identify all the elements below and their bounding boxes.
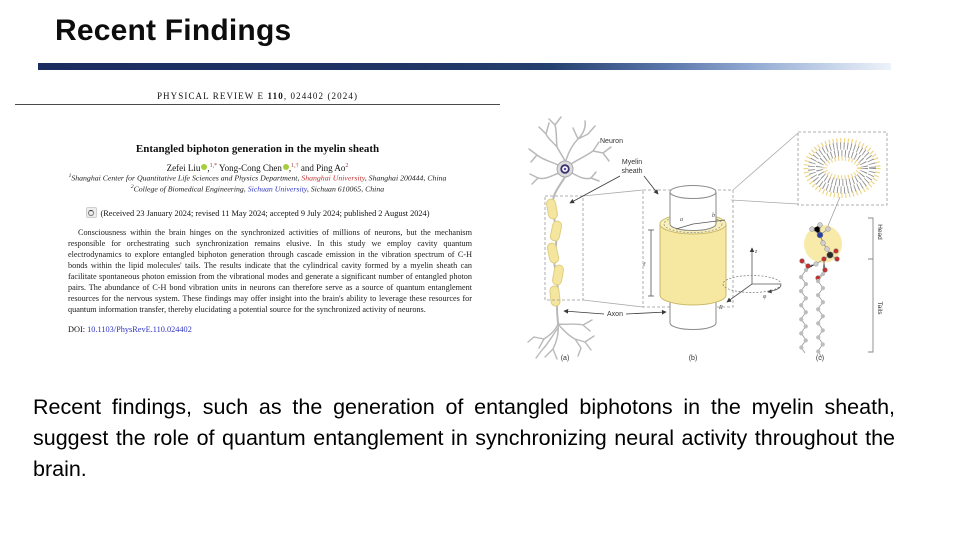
myelin-cylinder-diagram: [564, 159, 733, 362]
head-tails-bracket: [868, 218, 873, 352]
affiliation-superscript: 2: [130, 183, 134, 190]
figure-panel: [520, 112, 940, 367]
paper-affiliation: [15, 173, 500, 184]
journal-rest: , 024402 (2024): [283, 91, 359, 101]
zoom-connectors-bc: [731, 133, 798, 204]
panel-label-c: (c): [815, 355, 825, 362]
doi-link[interactable]: 10.1103/PhysRevE.110.024402: [87, 324, 192, 334]
journal-rule: [15, 104, 500, 105]
label-radius-a: a: [680, 217, 683, 223]
body-paragraph: Recent findings, such as the generation of entangled biphotons in the myelin sheath, suggest the role of quantum entanglement in synchronizing neural activity throughout the brain.: [33, 395, 895, 481]
paper-abstract: Consciousness within the brain hinges on the synchronized activities of millions of neurons, but the mechanism responsible for orchestrating such synchronization remains elusive. In this study we employ cavity quantum electrodynamics to explore entangled biphoton generation through cascade emission in the vibration spectrum of C-H bonds within the lipid molecules' tails. The results indicate that the cylindrical cavity formed by a myelin sheath can facilitate spontaneous photon emission from the vibrational modes and generate a significant number of entangled photon pairs. The abundance of C-H bond vibration units in neurons can therefore serve as a source of quantum entanglement resources for the nervous system. These findings may offer insight into the brain's ability to leverage these resources for quantum information transfer, thereby elucidating a potential source for the synchronized activity of neurons.: [68, 228, 472, 314]
doi-label: DOI:: [68, 324, 86, 334]
myelin-segments: [546, 198, 564, 306]
label-head: Head: [876, 224, 883, 240]
label-axon: Axon: [607, 311, 623, 318]
affiliation-text: , Shanghai 200444, China: [364, 173, 447, 183]
author-superscript: 2: [345, 163, 349, 169]
nitrogen-atom: [817, 232, 823, 238]
affiliation-text: Shanghai Center for Quantitative Life Sciences and Physics Department,: [71, 173, 302, 183]
nucleolus: [564, 168, 567, 171]
label-axis-phi: φ: [763, 294, 767, 300]
myelin-cylinder: [660, 224, 726, 305]
neuron-illustration: [528, 117, 623, 362]
affiliation-link[interactable]: Sichuan University: [247, 184, 307, 194]
title-underline-bar: [38, 63, 891, 70]
label-neuron: Neuron: [600, 138, 623, 145]
affiliation-text: College of Biomedical Engineering,: [133, 184, 248, 194]
lipid-ring: [806, 141, 878, 196]
dimension-l: [648, 230, 654, 296]
axon-cylinder-top-face: [670, 186, 716, 199]
journal-header: [15, 85, 500, 101]
label-axis-r: R: [719, 305, 723, 311]
paper-doi: [68, 325, 500, 334]
axon-terminals: [528, 320, 594, 359]
paper-affiliation: [15, 184, 500, 195]
panel-label-b: (b): [688, 355, 698, 362]
paper-authors: [15, 163, 500, 173]
paper-title: Entangled biphoton generation in the myelin sheath: [135, 143, 380, 155]
journal-name: PHYSICAL REVIEW E: [156, 91, 268, 101]
panel-label-a: (a): [560, 355, 570, 362]
page-title: Recent Findings: [55, 14, 292, 47]
author-name: Yong-Cong Chen: [219, 163, 282, 173]
author-superscript: 1,†: [291, 163, 299, 169]
check-for-updates-icon: [86, 207, 97, 218]
author-separator: ,: [288, 163, 292, 173]
lipid-membrane-panel: [798, 132, 887, 362]
paper-page: [15, 85, 500, 334]
author-name: Zefei Liu: [166, 163, 201, 173]
coordinate-axes: [718, 248, 781, 311]
affiliation-link[interactable]: Shanghai University: [301, 173, 365, 183]
affiliation-superscript: 1: [68, 173, 72, 179]
received-text: (Received 23 January 2024; revised 11 May 2024; accepted 9 July 2024; published 2 August 2024): [100, 209, 430, 219]
author-name: and Ping Ao: [300, 163, 346, 173]
label-tails: Tails: [876, 301, 883, 315]
label-radius-b: b: [712, 213, 715, 219]
author-superscript: 1,*: [209, 163, 218, 169]
label-myelin-sheath-1: Myelin: [621, 159, 643, 166]
myelin-figure: [520, 112, 940, 367]
label-axis-z: z: [755, 249, 758, 255]
received-line: [15, 207, 500, 218]
label-length-l: ℓ: [643, 262, 646, 268]
label-myelin-sheath-2: sheath: [621, 168, 643, 175]
phospholipid-molecule: [800, 223, 842, 358]
journal-volume: 110: [267, 91, 284, 101]
lipid-tails: [801, 270, 823, 358]
affiliation-text: , Sichuan 610065, China: [306, 184, 385, 194]
zoom-connectors-ab: [583, 190, 643, 307]
phosphorus-atom: [827, 252, 833, 258]
author-separator: ,: [207, 163, 210, 173]
